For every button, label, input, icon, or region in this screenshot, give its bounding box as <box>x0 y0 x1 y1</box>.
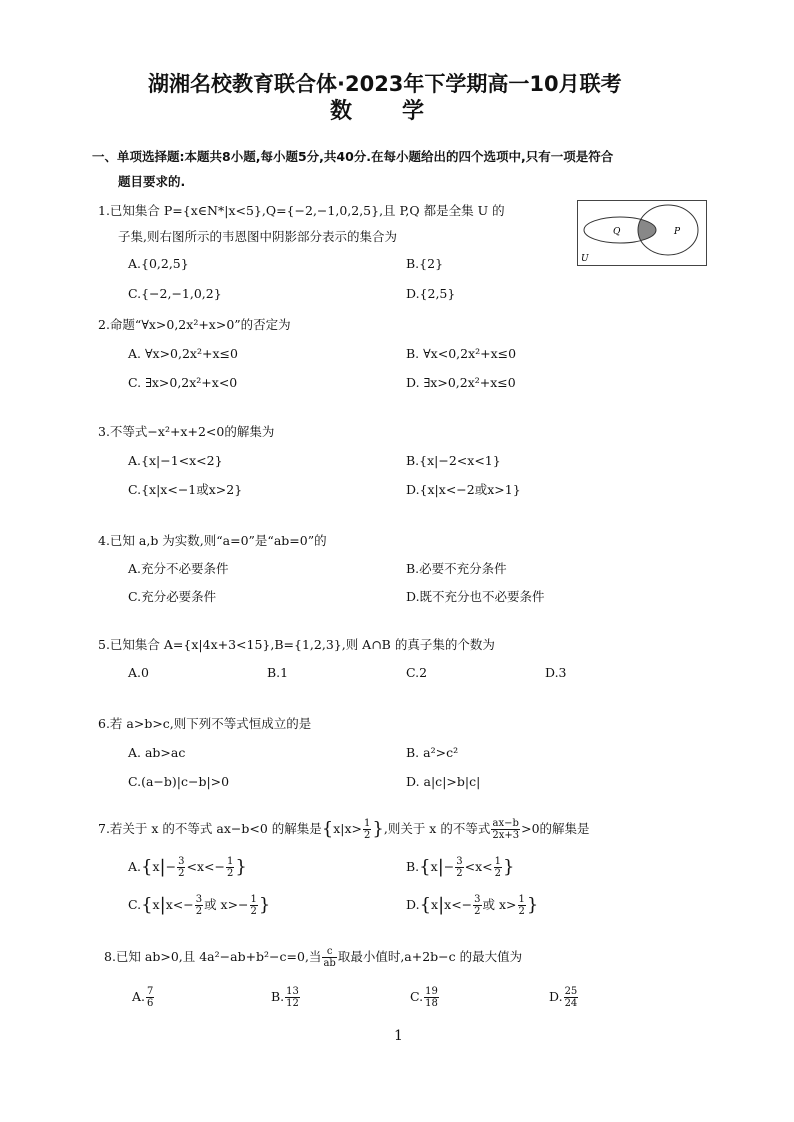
fraction-ax-b-over-2x-3 <box>491 818 520 841</box>
brace-open: { <box>419 856 431 878</box>
bar: | <box>438 894 445 916</box>
q6-option-d: D. a|c|>b|c| <box>406 774 481 789</box>
q7-b-mid: <x< <box>464 859 493 874</box>
q7-b-two-b: 2 <box>494 868 501 879</box>
q8-c-label: C. <box>410 989 424 1004</box>
q8-c-den: 18 <box>425 998 438 1009</box>
q6-stem: 6.若 a>b>c,则下列不等式恒成立的是 <box>98 716 312 731</box>
q1-option-b: B.{2} <box>406 256 444 271</box>
q7-d-mid: 或 x> <box>482 897 517 912</box>
q7-a-one: 1 <box>226 856 234 867</box>
page-number: 1 <box>394 1028 403 1044</box>
q7-frac-den: 2x+3 <box>492 830 520 841</box>
venn-label-p: P <box>674 227 681 237</box>
section-heading-line2: 题目要求的. <box>118 174 186 189</box>
q8-b-den: 12 <box>286 998 299 1009</box>
q7-c-two-b: 2 <box>250 906 257 917</box>
fraction-three-halves <box>177 856 185 879</box>
fraction-one-half <box>518 894 526 917</box>
q8-d-num: 25 <box>564 986 578 997</box>
q4-option-d: D.既不充分也不必要条件 <box>406 589 545 604</box>
brace-open: { <box>141 856 153 878</box>
q7-a-label: A. <box>128 859 142 874</box>
venn-diagram <box>577 200 707 266</box>
q8-a-den: 6 <box>147 998 154 1009</box>
q8-a-fraction <box>146 986 154 1009</box>
bar: | <box>159 894 166 916</box>
brace-close: } <box>503 856 515 878</box>
fraction-one-half <box>363 818 371 841</box>
q8-d-label: D. <box>549 989 563 1004</box>
q7-stem-mid: ,则关于 x 的不等式 <box>383 821 491 836</box>
q7-option-a <box>128 856 247 879</box>
q7-d-two-b: 2 <box>518 906 525 917</box>
q3-stem: 3.不等式−x²+x+2<0的解集为 <box>98 424 275 439</box>
q4-option-a: A.充分不必要条件 <box>128 561 229 576</box>
brace-close: } <box>258 894 271 916</box>
q6-option-a: A. ab>ac <box>128 745 186 760</box>
q3-option-b: B.{x|−2<x<1} <box>406 453 501 468</box>
q2-option-d: D. ∃x>0,2x²+x≤0 <box>406 375 516 390</box>
q7-a-three: 3 <box>178 856 185 867</box>
brace-open: { <box>419 894 432 916</box>
brace-close: } <box>372 818 384 840</box>
q8-option-b <box>271 986 301 1009</box>
q7-option-b <box>406 856 514 879</box>
q4-option-c: C.充分必要条件 <box>128 589 217 604</box>
fraction-three-halves <box>473 894 481 917</box>
q3-option-a: A.{x|−1<x<2} <box>128 453 223 468</box>
q7-stem-set: x|x> <box>333 821 363 836</box>
q8-option-d <box>549 986 579 1009</box>
q7-stem <box>98 818 590 841</box>
q7-b-one: 1 <box>494 856 501 867</box>
q7-d-x: x <box>431 897 439 912</box>
q7-c-pre: x<− <box>165 897 194 912</box>
q4-stem: 4.已知 a,b 为实数,则“a=0”是“ab=0”的 <box>98 533 327 548</box>
fraction-one-half <box>494 856 502 879</box>
q8-d-den: 24 <box>564 998 578 1009</box>
q7-d-two: 2 <box>474 906 481 917</box>
q8-b-label: B. <box>271 989 285 1004</box>
brace-close: } <box>526 894 539 916</box>
q1-option-d: D.{2,5} <box>406 286 456 301</box>
q2-option-a: A. ∀x>0,2x²+x≤0 <box>128 346 238 361</box>
q4-option-b: B.必要不充分条件 <box>406 561 507 576</box>
venn-label-q: Q <box>613 227 621 237</box>
q7-a-mid: <x<− <box>186 859 225 874</box>
q7-b-minus: − <box>443 859 455 874</box>
q8-c-fraction <box>424 986 439 1009</box>
q7-a-x: x <box>152 859 160 874</box>
q8-stem-post: 取最小值时,a+2b−c 的最大值为 <box>337 949 523 964</box>
q1-stem-line2: 子集,则右图所示的韦恩图中阴影部分表示的集合为 <box>118 229 397 244</box>
q8-c-num: 19 <box>425 986 438 997</box>
q5-option-c: C.2 <box>406 665 428 680</box>
q7-frac-num: ax−b <box>492 818 519 829</box>
venn-diagram-svg <box>578 201 706 265</box>
fraction-three-halves <box>195 894 203 917</box>
fraction-one-half <box>250 894 258 917</box>
q7-b-two: 2 <box>456 868 463 879</box>
brace-close: } <box>235 856 247 878</box>
q7-c-label: C. <box>128 897 142 912</box>
venn-label-u: U <box>581 254 589 264</box>
q6-option-c: C.(a−b)|c−b|>0 <box>128 774 230 789</box>
q7-b-three: 3 <box>456 856 463 867</box>
q7-stem-post: >0的解集是 <box>521 821 590 836</box>
q7-c-x: x <box>152 897 160 912</box>
q8-frac-num: c <box>322 946 336 958</box>
q8-option-a <box>132 986 155 1009</box>
fraction-three-halves <box>455 856 463 879</box>
q7-a-two: 2 <box>178 868 185 879</box>
q3-option-d: D.{x|x<−2或x>1} <box>406 482 521 497</box>
q7-d-pre: x<− <box>444 897 473 912</box>
bar: | <box>159 856 166 878</box>
q8-a-num: 7 <box>147 986 154 997</box>
q8-option-c <box>410 986 440 1009</box>
q2-option-c: C. ∃x>0,2x²+x<0 <box>128 375 238 390</box>
q7-d-three: 3 <box>474 894 481 905</box>
q2-stem: 2.命题“∀x>0,2x²+x>0”的否定为 <box>98 317 291 332</box>
q3-option-c: C.{x|x<−1或x>2} <box>128 482 243 497</box>
fraction-one-half <box>226 856 234 879</box>
q7-option-c <box>128 894 270 917</box>
q7-half-num: 1 <box>364 818 371 829</box>
q7-half-den: 2 <box>364 830 371 841</box>
q7-d-one: 1 <box>518 894 525 905</box>
q1-stem-line1: 1.已知集合 P={x∈N*|x<5},Q={−2,−1,0,2,5},且 P,Q 都是全集 U 的 <box>98 203 505 218</box>
q5-stem: 5.已知集合 A={x|4x+3<15},B={1,2,3},则 A∩B 的真子集的个数为 <box>98 637 495 652</box>
q6-option-b: B. a²>c² <box>406 745 459 760</box>
q8-stem-pre: 8.已知 ab>0,且 4a²−ab+b²−c=0,当 <box>104 949 322 964</box>
q7-c-three: 3 <box>195 894 203 905</box>
q8-b-num: 13 <box>286 986 299 997</box>
exam-title: 湖湘名校教育联合体·2023年下学期高一10月联考 <box>148 72 622 96</box>
q5-option-a: A.0 <box>128 665 149 680</box>
q7-a-minus: − <box>165 859 177 874</box>
q8-b-fraction <box>285 986 300 1009</box>
section-heading-line1: 一、单项选择题:本题共8小题,每小题5分,共40分.在每小题给出的四个选项中,只有一项是符合 <box>92 149 614 164</box>
brace-open: { <box>141 894 153 916</box>
q7-b-x: x <box>430 859 438 874</box>
q1-option-a: A.{0,2,5} <box>128 256 189 271</box>
q7-a-two-b: 2 <box>226 868 234 879</box>
q7-d-label: D. <box>406 897 420 912</box>
q7-stem-pre: 7.若关于 x 的不等式 ax−b<0 的解集是 <box>98 821 322 836</box>
subject-title: 数 学 <box>330 99 427 124</box>
q2-option-b: B. ∀x<0,2x²+x≤0 <box>406 346 517 361</box>
q8-d-fraction <box>564 986 579 1009</box>
q7-c-two: 2 <box>195 906 203 917</box>
q8-stem <box>104 946 522 969</box>
q7-c-one: 1 <box>250 894 257 905</box>
brace-open: { <box>321 818 334 840</box>
fraction-c-over-ab <box>322 946 336 969</box>
q5-option-d: D.3 <box>545 665 567 680</box>
q7-b-label: B. <box>406 859 420 874</box>
q8-frac-den: ab <box>323 958 336 969</box>
q8-a-label: A. <box>132 989 146 1004</box>
bar: | <box>437 856 444 878</box>
q1-option-c: C.{−2,−1,0,2} <box>128 286 222 301</box>
q7-c-mid: 或 x>− <box>204 897 249 912</box>
q7-option-d <box>406 894 538 917</box>
q5-option-b: B.1 <box>267 665 289 680</box>
